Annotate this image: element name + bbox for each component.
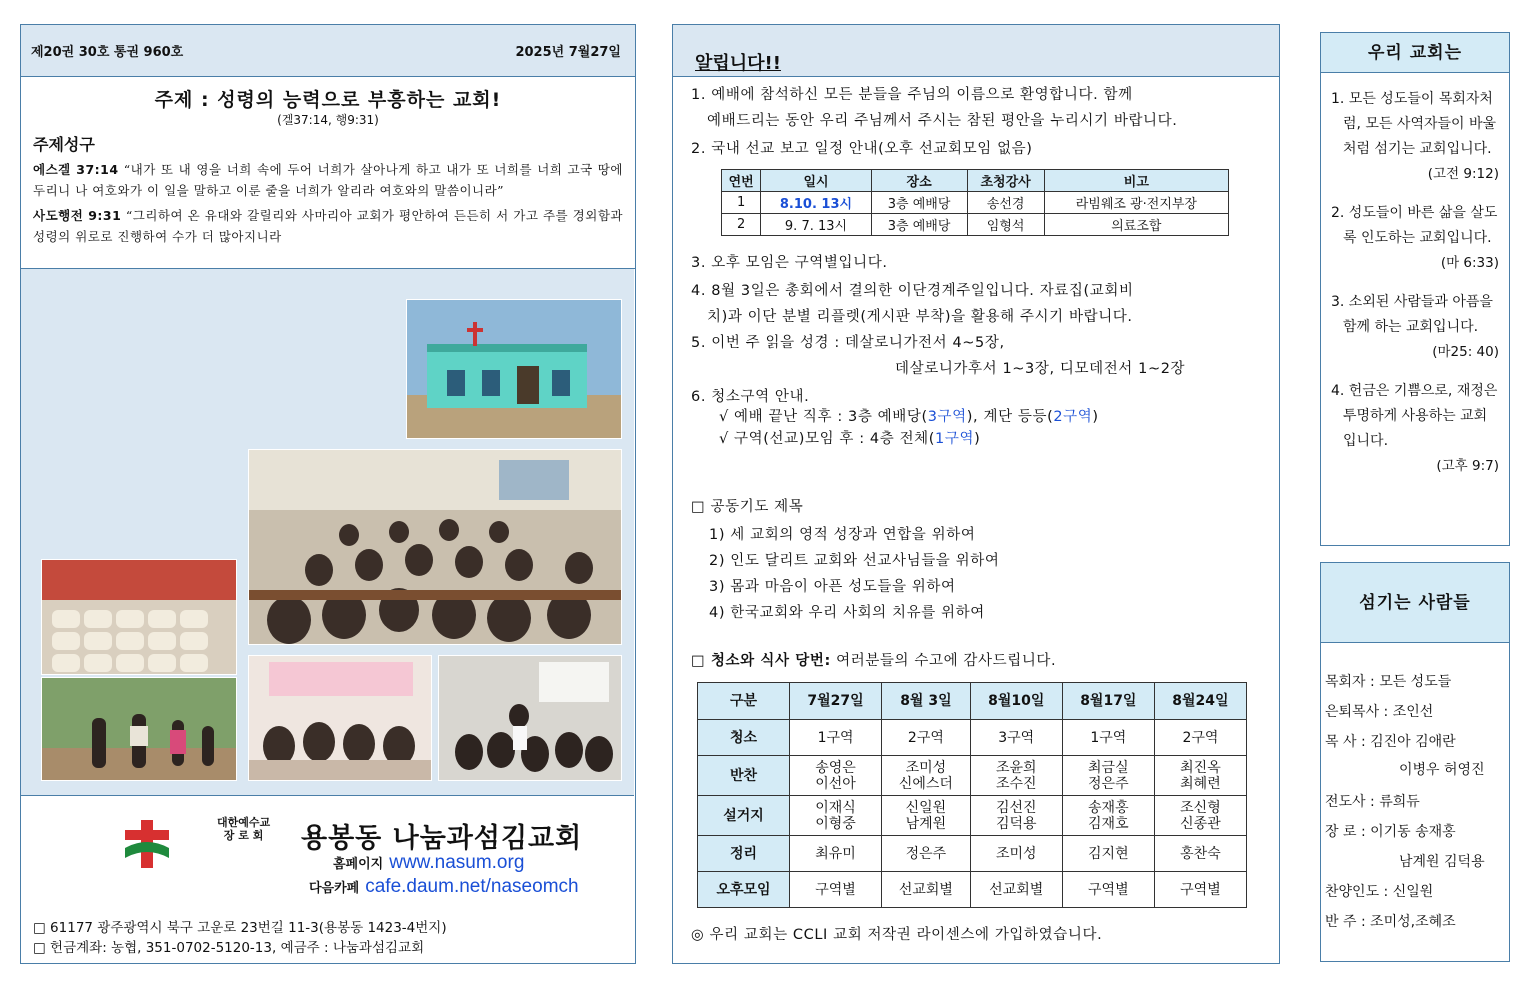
table-cell: 최유미 [790,836,882,872]
church-logo-icon [121,818,173,870]
duty-col-date: 7월27일 [790,683,882,720]
announcement-1-line-2: 예배드리는 동안 우리 주님께서 주시는 참된 평안을 누리시기 바랍니다. [707,113,1178,129]
mission-col-datetime: 일시 [761,170,871,192]
ministers-panel [1320,562,1510,962]
table-cell: 신일원 남계원 [882,796,971,836]
theme-reference: (겔37:14, 행9:31) [277,113,379,127]
church-vision-header: 우리 교회는 [1321,33,1509,73]
church-vision-list [1321,87,1509,479]
table-cell: 최진옥 최혜련 [1154,756,1246,796]
table-cell: 8.10. 13시 [761,192,871,214]
mission-col-place: 장소 [871,170,967,192]
homepage-link[interactable]: www.nasum.org [389,852,525,873]
vision-item-reference: (마 6:33) [1440,255,1499,271]
table-cell: 선교회별 [970,872,1062,908]
table-cell: 조신형 신종관 [1154,796,1246,836]
table-cell: 2구역 [882,720,971,756]
table-cell: 김지현 [1062,836,1154,872]
verse-2-ref: 사도행전 9:31 [33,208,122,223]
table-cell: 선교회별 [882,872,971,908]
table-cell: 3층 예배당 [871,192,967,214]
table-cell: 3구역 [970,720,1062,756]
table-row [698,720,1247,756]
minister-row: 은퇴목사 : 조인선 [1325,704,1434,720]
issue-header [21,25,635,77]
church-building-photo [406,299,622,439]
duty-roster-table [697,682,1247,908]
prayer-item: 3) 몸과 마음이 아픈 성도들을 위하여 [709,579,956,595]
announcement-2: 2. 국내 선교 보고 일정 안내(오후 선교회모임 없음) [691,141,1033,157]
table-row [698,756,1247,796]
table-cell: 2구역 [1154,720,1246,756]
prayer-item: 1) 세 교회의 영적 성장과 연합을 위하여 [709,527,976,543]
table-cell: 1 [722,192,761,214]
cafe-label: 다음카페 [309,881,360,896]
theme-section [21,77,635,269]
table-row [698,872,1247,908]
duty-col-date: 8월17일 [1062,683,1154,720]
table-cell: 1구역 [790,720,882,756]
duty-table-header-row [698,683,1247,720]
vision-item: 2. 성도들이 바른 삶을 살도록 인도하는 교회입니다. [1331,205,1498,246]
church-info-section [21,796,634,962]
offering-account: □ 헌금계좌: 농협, 351-0702-5120-13, 예금주 : 나눔과섬김교회 [33,940,425,956]
duty-col-category: 구분 [698,683,790,720]
minister-row: 전도사 : 류희듀 [1325,794,1420,810]
announcement-5-line-2: 데살로니가후서 1~3장, 디모데전서 1~2장 [895,361,1186,377]
mission-col-no: 연번 [722,170,761,192]
verse-1-text: “내가 또 내 영을 너희 속에 두어 너희가 살아나게 하고 내가 또 너희를 너희 고국 땅에 두리니 나 여호와가 이 일을 말하고 이룬 줄을 너희가 알리라 여호와의 말씀이니라” [33,162,624,198]
table-cell: 조윤희 조수진 [970,756,1062,796]
duty-title: □ 청소와 식사 당번: 여러분들의 수고에 감사드립니다. [691,653,1057,669]
minister-row: 목 사 : 김진아 김애란 [1325,734,1456,750]
church-address: □ 61177 광주광역시 북구 고운로 23번길 11-3(용봉동 1423-4번지) [33,920,447,936]
table-cell: 조미성 신에스더 [882,756,971,796]
minister-row: 목회자 : 모든 성도들 [1325,674,1452,690]
announcement-3: 3. 오후 모임은 구역별입니다. [691,255,888,271]
fellowship-meal-photo [248,655,432,781]
duty-row-header: 반찬 [698,756,790,796]
mission-col-note: 비고 [1044,170,1228,192]
table-row [722,192,1229,214]
issue-date: 2025년 7월27일 [515,45,621,60]
photo-collage [21,269,634,796]
vision-item: 3. 소외된 사람들과 아픔을 함께 하는 교회입니다. [1331,294,1493,335]
verse-2-text: “그리하여 온 유대와 갈릴리와 사마리아 교회가 평안하여 든든히 서 가고 주를 경외함과 성령의 위로로 진행하여 수가 더 많아지니라 [33,208,623,244]
table-cell: 정은주 [882,836,971,872]
duty-row-header: 청소 [698,720,790,756]
announcements-panel [672,24,1280,964]
table-cell: 최금실 정은주 [1062,756,1154,796]
vision-item-reference: (고후 9:7) [1436,458,1499,474]
table-cell: 라빔웨조 광·전지부장 [1044,192,1228,214]
vision-item-reference: (고전 9:12) [1427,166,1499,182]
mission-col-speaker: 초청강사 [967,170,1044,192]
table-cell: 구역별 [790,872,882,908]
duty-row-header: 설거지 [698,796,790,836]
theme-title: 주제 : 성령의 능력으로 부흥하는 교회! [154,89,502,111]
village-visit-photo [41,677,237,781]
cafe-row [309,876,579,898]
children-gathering-photo [438,655,622,781]
table-cell: 3층 예배당 [871,214,967,236]
cleaning-after-meeting: √ 구역(선교)모임 후 : 4층 전체(1구역) [719,431,981,447]
announcement-1-line-1: 1. 예배에 참석하신 모든 분들을 주님의 이름으로 환영합니다. 함께 [691,87,1133,103]
prayer-item: 2) 인도 달리트 교회와 선교사님들을 위하여 [709,553,1000,569]
minister-row: 장 로 : 이기동 송재홍 [1325,824,1456,840]
announcements-header: 알립니다!! [673,25,1279,77]
announcement-5-line-1: 5. 이번 주 읽을 성경 : 데살로니가전서 4~5장, [691,335,1005,351]
table-cell: 조미성 [970,836,1062,872]
church-vision-panel [1320,32,1510,546]
table-cell: 송재홍 김재호 [1062,796,1154,836]
table-cell: 구역별 [1062,872,1154,908]
issue-number: 제20권 30호 통권 960호 [31,45,184,60]
vision-item: 1. 모든 성도들이 목회자처럼, 모든 사역자들이 바울처럼 섬기는 교회입니다. [1331,91,1497,157]
prayer-item: 4) 한국교회와 우리 사회의 치유를 위하여 [709,605,985,621]
table-cell: 송선경 [967,192,1044,214]
minister-row: 반 주 : 조미성,조혜조 [1325,914,1456,930]
table-cell: 2 [722,214,761,236]
rice-donation-photo [41,559,237,675]
table-row [722,214,1229,236]
license-notice: ◎ 우리 교회는 CCLI 교회 저작권 라이센스에 가입하였습니다. [691,927,1103,943]
vision-item-reference: (마25: 40) [1432,344,1499,360]
table-row [698,836,1247,872]
verse-1 [33,159,623,201]
verse-1-ref: 에스겔 37:14 [33,162,119,177]
duty-col-date: 8월24일 [1154,683,1246,720]
worship-service-photo [248,449,622,645]
table-row [698,796,1247,836]
prayer-title: □ 공동기도 제목 [691,499,804,515]
table-cell: 송영은 이선아 [790,756,882,796]
ministers-header: 섬기는 사람들 [1321,563,1509,643]
mission-report-table [721,169,1229,236]
mission-table-header-row [722,170,1229,192]
table-cell: 구역별 [1154,872,1246,908]
homepage-row [333,852,524,874]
table-cell: 김선진 김덕용 [970,796,1062,836]
cafe-link[interactable]: cafe.daum.net/naseomch [365,876,579,897]
duty-col-date: 8월 3일 [882,683,971,720]
announcement-4-line-2: 치)과 이단 분별 리플렛(게시판 부착)을 활용해 주시기 바랍니다. [707,309,1133,325]
minister-row: 이병우 허영진 [1399,762,1485,778]
table-cell: 홍찬숙 [1154,836,1246,872]
verse-2 [33,205,623,247]
verse-heading: 주제성구 [33,135,95,154]
table-cell: 이재식 이형중 [790,796,882,836]
duty-row-header: 오후모임 [698,872,790,908]
announcement-4-line-1: 4. 8월 3일은 총회에서 결의한 이단경계주일입니다. 자료집(교회비 [691,283,1134,299]
church-name: 용봉동 나눔과섬김교회 [301,823,583,854]
table-cell: 1구역 [1062,720,1154,756]
duty-col-date: 8월10일 [970,683,1062,720]
cleaning-after-service: √ 예배 끝난 직후 : 3층 예배당(3구역), 계단 등등(2구역) [719,409,1099,425]
announcement-6: 6. 청소구역 안내. [691,389,810,405]
denomination-label: 대한예수교 장 로 회 [217,816,271,842]
minister-row: 남계원 김덕용 [1399,854,1485,870]
table-cell: 9. 7. 13시 [761,214,871,236]
vision-item: 4. 헌금은 기쁨으로, 재정은 투명하게 사용하는 교회입니다. [1331,383,1498,449]
duty-row-header: 정리 [698,836,790,872]
homepage-label: 홈페이지 [333,857,384,872]
table-cell: 의료조합 [1044,214,1228,236]
table-cell: 임형석 [967,214,1044,236]
bulletin-front-panel [20,24,636,964]
minister-row: 찬양인도 : 신일원 [1325,884,1434,900]
